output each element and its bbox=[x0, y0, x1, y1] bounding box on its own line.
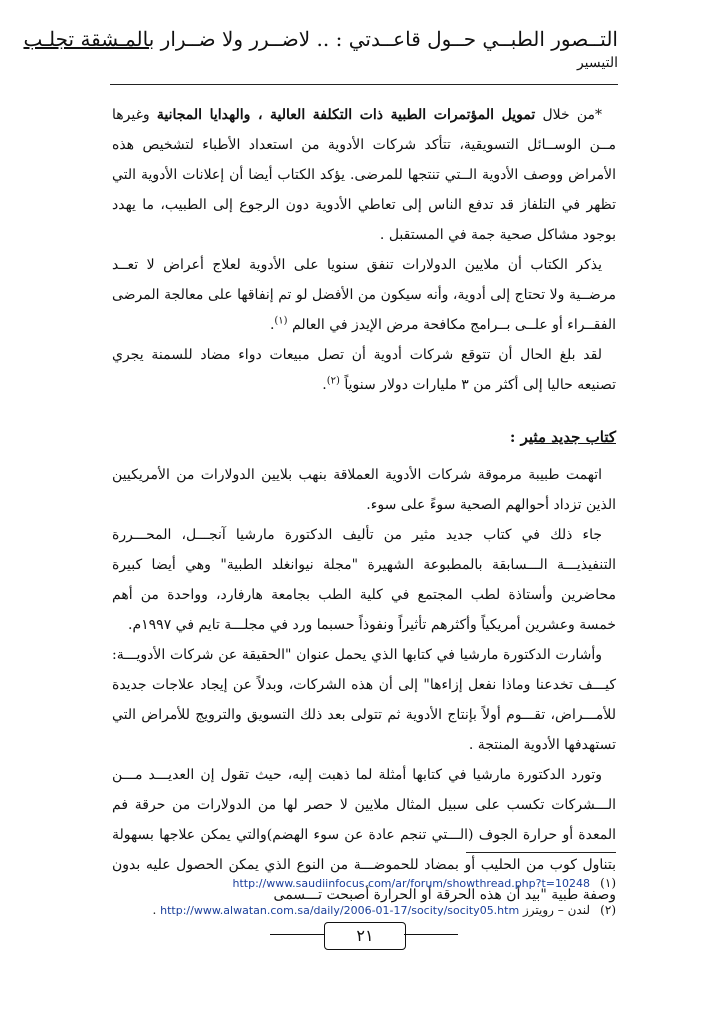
page-number-ornament-left bbox=[270, 934, 324, 935]
paragraph-5: جاء ذلك في كتاب جديد مثير من تأليف الدكتورة مارشيا آنجـــل، المحـــررة التنفيذيـــة الـــسابقة بالمطبوعة الشهيرة "مجلة نيوانغلد الطبية" وهي أيضا كبيرة محاضرين وأستاذة لطب المجتمع في كلية الطب بجامعة هارفارد، وواحدة من أهم خمسة وعشرين أمريكياً وأكثرهم تأثيراً ونفوذاً حسبما ورد في مجلـــة تايم في ١٩٩٧م. bbox=[112, 527, 616, 633]
paragraph-6: وأشارت الدكتورة مارشيا في كتابها الذي يحمل عنوان "الحقيقة عن شركات الأدويـــة: كيـــف تخدعنا وماذا نفعل إزاءها" إلى أن هذه الشركات، وبدلاً عن إيجاد علاجات جديدة للأمـــراض، تقـــوم أولاً بإنتاج الأدوية ثم تتولى بعد ذلك التسويق والترويج للأمراض التي تستهدفها الأدوية المنتجة . bbox=[112, 647, 616, 753]
page-number: ٢١ bbox=[324, 922, 406, 950]
running-title bbox=[23, 26, 618, 52]
running-title-text: التــصور الطبــي حــول قاعــدتي : .. لاضــرر ولا ضــرار bbox=[154, 27, 618, 51]
running-title-continuation: التيسير bbox=[576, 55, 618, 71]
header-rule bbox=[110, 84, 618, 85]
paragraph-1-bold: تمويل المؤتمرات الطبية ذات التكلفة العالية ، والهدايا المجانية bbox=[156, 107, 536, 123]
footnote-1-link[interactable]: http://www.saudiinfocus.com/ar/forum/showthread.php?t=10248 bbox=[232, 877, 590, 890]
footnote-2-link[interactable]: http://www.alwatan.com.sa/daily/2006-01-17/socity/socity05.htm bbox=[160, 904, 520, 917]
section-heading-text: كتاب جديد مثير bbox=[520, 428, 616, 446]
footnote-separator bbox=[466, 852, 616, 853]
footnote-ref-2[interactable]: (٢) bbox=[326, 375, 340, 387]
footnote-1 bbox=[112, 870, 616, 897]
page-number-ornament-right bbox=[404, 934, 458, 935]
paragraph-4: اتهمت طبيبة مرموقة شركات الأدوية العملاقة بنهب بلايين الدولارات من الأمريكيين الذين تزداد أحوالهم الصحية سوءً على سوء. bbox=[112, 467, 616, 513]
page-header bbox=[23, 26, 618, 84]
paragraph-3-text: لقد بلغ الحال أن تتوقع شركات أدوية أن تصل مبيعات دواء مضاد للسمنة يجري تصنيعه حاليا إلى أكثر من ٣ مليارات دولار سنوياً bbox=[112, 347, 616, 393]
footnote-2-suffix: . bbox=[152, 903, 161, 917]
section-heading bbox=[112, 422, 616, 452]
footnote-ref-1[interactable]: (١) bbox=[274, 315, 288, 327]
paragraph-7: وتورد الدكتورة مارشيا في كتابها أمثلة لما ذهبت إليه، حيث تقول إن العديـــد مـــن الـــشركات تكسب على سبيل المثال ملايين لا حصر لها من الدولارات من حرقة فم المعدة أو حرارة الجوف (الـــتي تنجم عادة عن سوء الهضم)والتي يمكن علاجها بسهولة بتناول كوب من الحليب أو بمضاد للحموضـــة من النوع الذي يمكن الحصول عليه بدون وصفة طبية "بيد أن هذه الحرقة أو الحرارة أصبحت تـــسمى bbox=[112, 767, 616, 903]
footnote-2-number: (٢) bbox=[600, 903, 616, 917]
paragraph-1-text: وغيرها مــن الوســائل التسويقية، تتأكد شركات الأدوية من استعداد الأطباء لتشخيص هذه الأمراض ووصف الأدوية الــتي تنتجها للمرضى. يؤكد الكتاب أيضا أن إعلانات الأدوية التي تظهر في التلفاز قد تدفع الناس إلى تعاطي الأدوية دون الرجوع إلى الطبيب، ما يهدد بوجود مشاكل صحية جمة في المستقبل . bbox=[112, 107, 616, 243]
paragraph-1-lead: *من خلال bbox=[535, 107, 602, 123]
paragraph-3 bbox=[112, 340, 616, 400]
body-text bbox=[112, 100, 616, 910]
paragraph-2-text: يذكر الكتاب أن ملايين الدولارات تنفق سنويا على الأدوية لعلاج أعراض لا تعــد مرضــية ولا تحتاج إلى أدوية، وأنه سيكون من الأفضل لو تم إنفاقها على معالجة المرضى الفقــراء أو علــى بــرامج مكافحة مرض الإيدز في العالم bbox=[112, 257, 616, 333]
paragraph-3-tail: . bbox=[322, 377, 327, 393]
running-title-underlined: بالمـشقة تجلـب bbox=[23, 27, 155, 51]
footnote-2-prefix: لندن – رويترز bbox=[519, 903, 590, 917]
paragraph-2-tail: . bbox=[269, 317, 275, 333]
paragraph-1 bbox=[112, 100, 616, 250]
footnote-1-number: (١) bbox=[600, 876, 616, 890]
footnote-2 bbox=[112, 897, 616, 924]
section-heading-colon: : bbox=[509, 428, 521, 446]
footnotes bbox=[112, 870, 616, 924]
paragraph-2 bbox=[112, 250, 616, 340]
